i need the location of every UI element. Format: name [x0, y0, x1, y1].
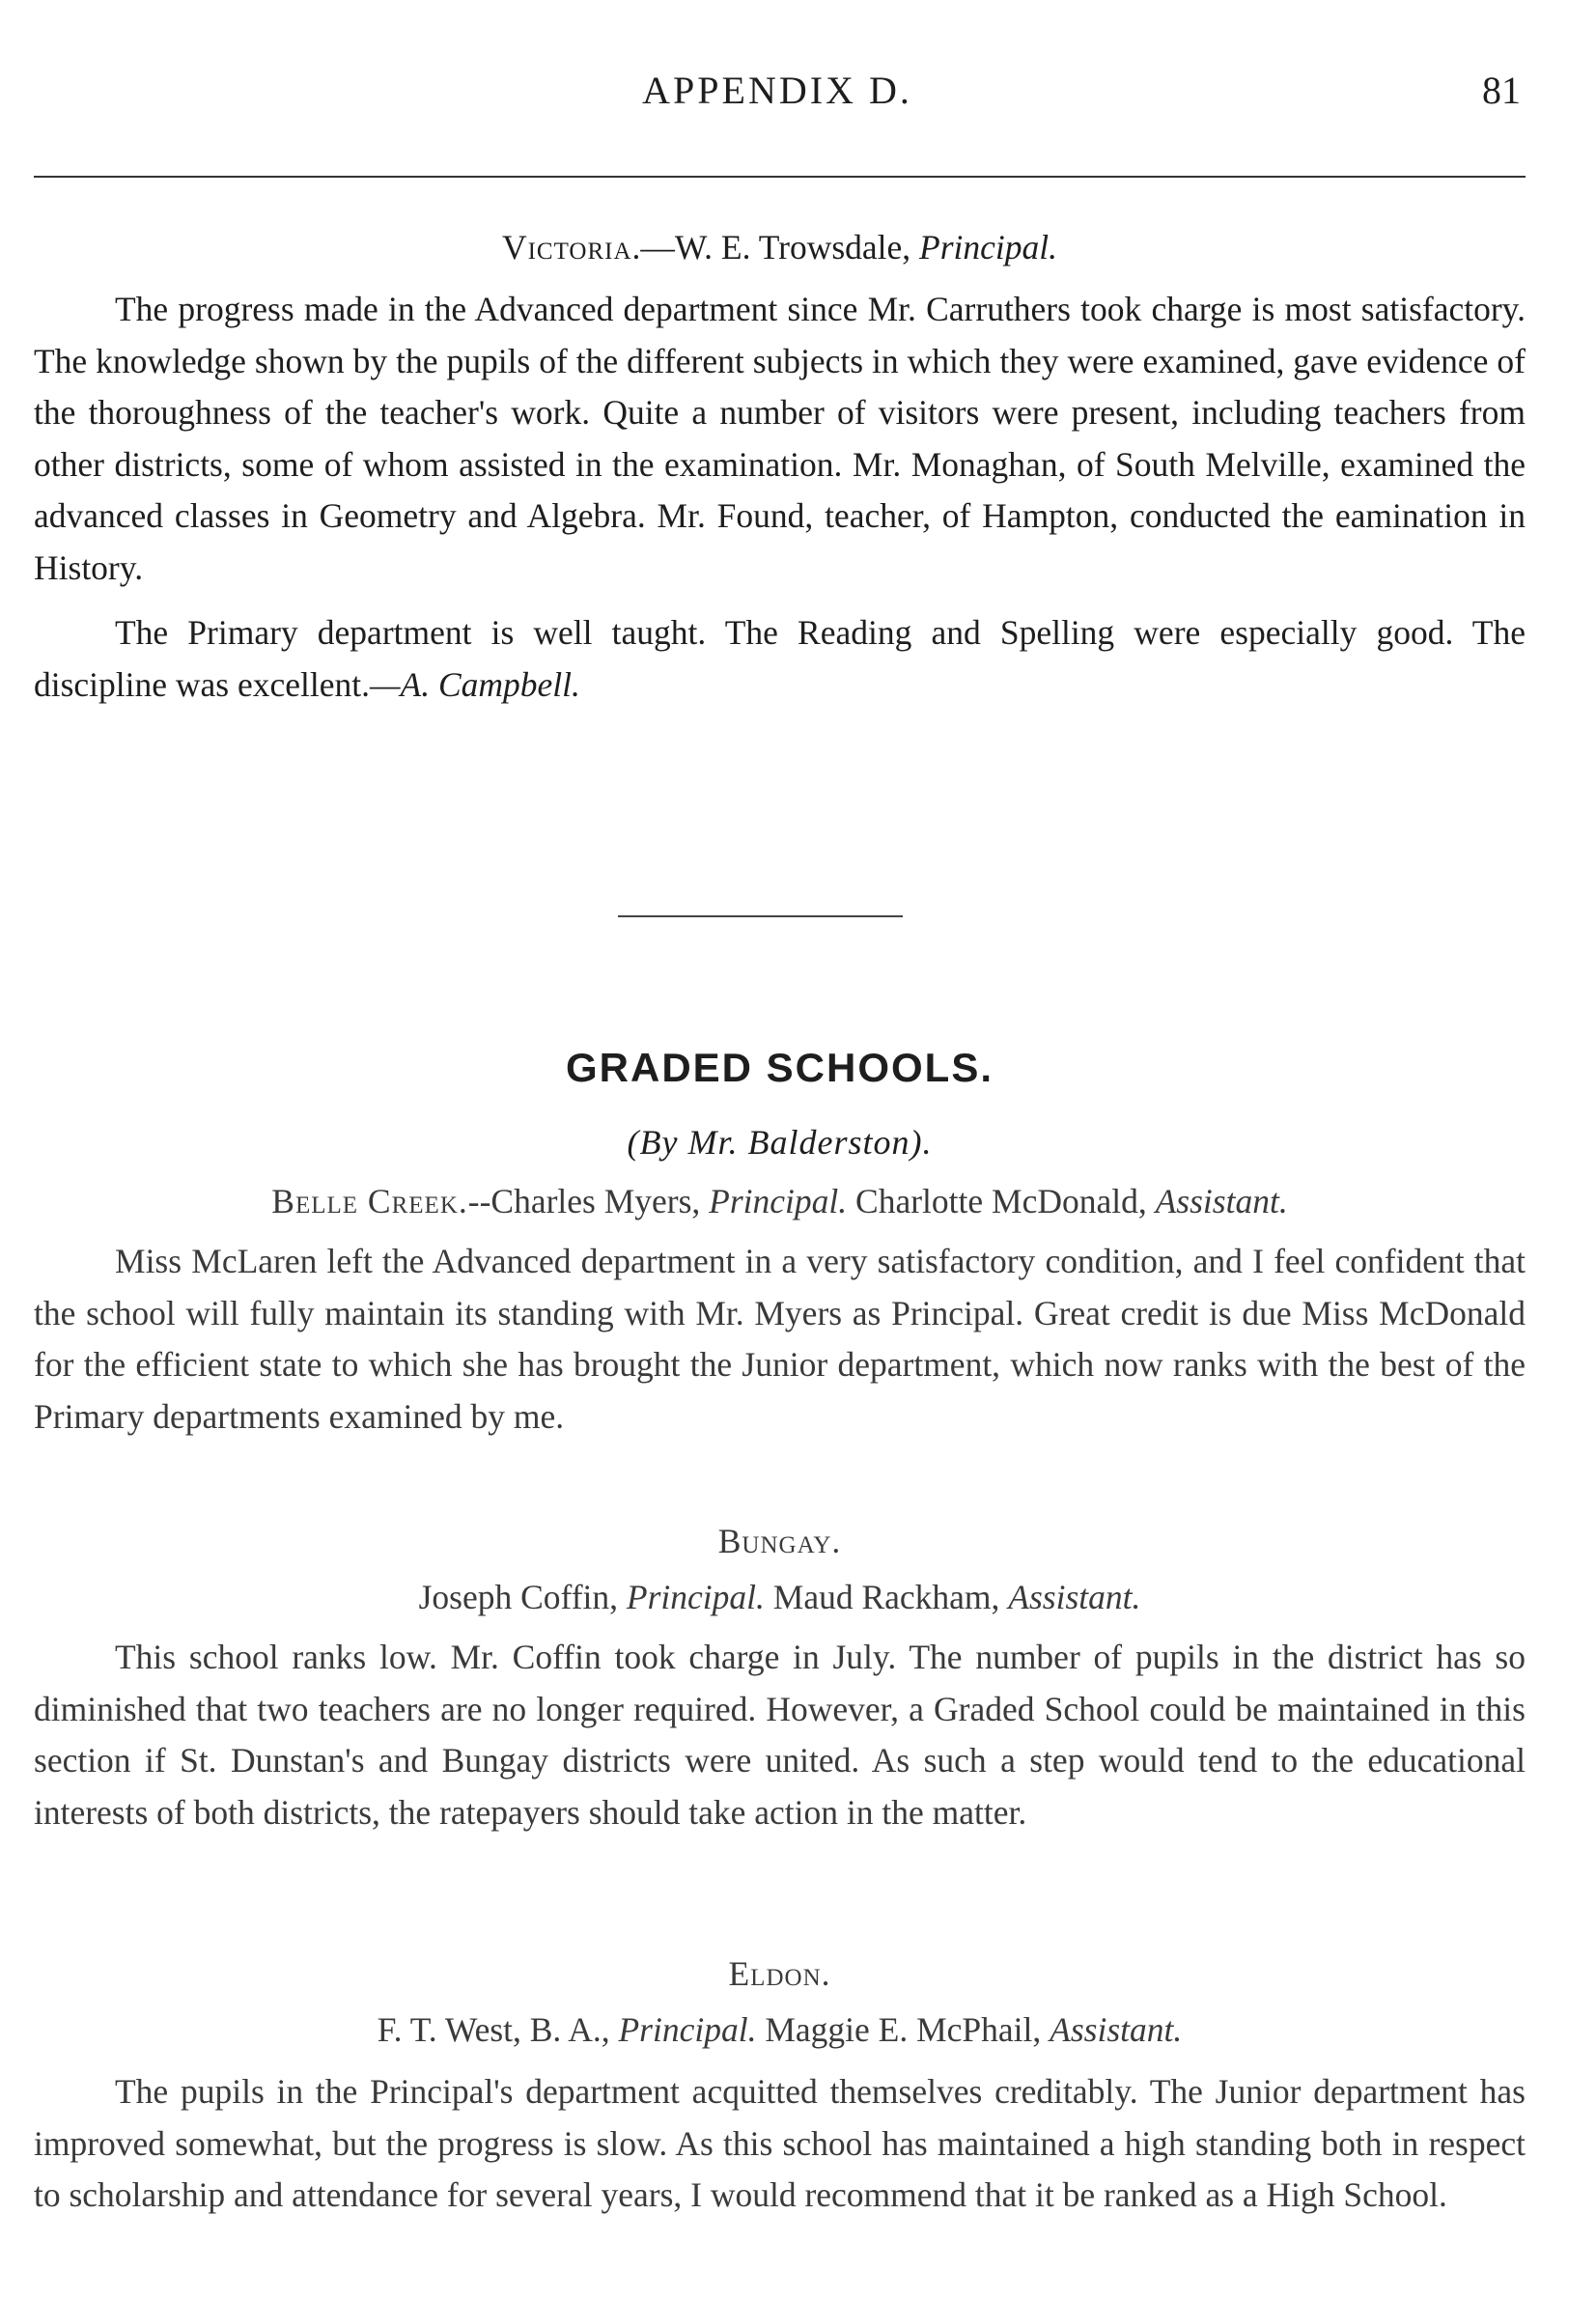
- victoria-signature: —A. Campbell.: [369, 664, 580, 704]
- bungay-principal-name: Joseph Coffin,: [418, 1578, 627, 1616]
- section-byline: (By Mr. Balderston).: [627, 1123, 933, 1162]
- bungay-body: [34, 1632, 1526, 1838]
- bungay-assistant-role: Assistant.: [1008, 1578, 1141, 1616]
- victoria-school-name: Victoria: [501, 228, 632, 266]
- belle-creek-body: [34, 1236, 1526, 1443]
- bungay-paragraph: This school ranks low. Mr. Coffin took charge in July. The number of pupils in the district has so diminished that two teachers are no longer required. However, a Graded School could be maintained in this section if St. Dunstan's and Bungay districts were united. As such a step would tend to the educational interests of both districts, the ratepayers should take action in the matter.: [34, 1638, 1526, 1832]
- bungay-school-name: Bungay.: [717, 1522, 842, 1560]
- victoria-principal-role: Principal.: [919, 228, 1058, 266]
- bungay-staff: [34, 1574, 1526, 1620]
- victoria-body: [34, 284, 1526, 711]
- section-title: GRADED SCHOOLS.: [565, 1045, 994, 1090]
- belle-creek-principal-name: --Charles Myers,: [467, 1182, 710, 1220]
- eldon-principal-role: Principal.: [618, 2010, 757, 2049]
- eldon-heading: [34, 1950, 1526, 1997]
- victoria-heading: [34, 224, 1526, 270]
- belle-creek-assistant-name: Charlotte McDonald,: [847, 1182, 1156, 1220]
- running-title: APPENDIX D.: [642, 69, 912, 112]
- bungay-principal-role: Principal.: [626, 1578, 765, 1616]
- belle-creek-paragraph: Miss McLaren left the Advanced department in a very satisfactory condition, and I feel confident that the school will fully maintain its standing with Mr. Myers as Principal. Great credit is due Miss McDonald for the efficient state to which she has brought the Junior department, which now ranks with the best of the Primary departments examined by me.: [34, 1242, 1526, 1436]
- eldon-principal-name: F. T. West, B. A.,: [377, 2010, 619, 2049]
- eldon-paragraph: The pupils in the Principal's department acquitted themselves creditably. The Junior department has improved somewhat, but the progress is slow. As this school has maintained a high standing both in respect to scholarship and attendance for several years, I would recommend that it be ranked as a High School.: [34, 2072, 1526, 2214]
- bungay-heading: [34, 1518, 1526, 1564]
- section-divider: [618, 915, 903, 917]
- belle-creek-school-name: Belle Creek.: [271, 1182, 468, 1220]
- belle-creek-assistant-role: Assistant.: [1155, 1182, 1288, 1220]
- victoria-paragraph-2: [34, 607, 1526, 711]
- belle-creek-principal-role: Principal.: [709, 1182, 848, 1220]
- page-number: 81: [1482, 69, 1521, 112]
- victoria-paragraph-1: The progress made in the Advanced department since Mr. Carruthers took charge is most satisfactory. The knowledge shown by the pupils of the different subjects in which they were examined, gave evidence of the thoroughness of the teacher's work. Quite a number of visitors were present, including teachers from other districts, some of whom assisted in the examination. Mr. Monaghan, of South Melville, examined the advanced classes in Geometry and Algebra. Mr. Found, teacher, of Hampton, conducted the eamination in History.: [34, 290, 1526, 587]
- eldon-school-name: Eldon.: [728, 1954, 831, 1993]
- eldon-assistant-name: Maggie E. McPhail,: [756, 2010, 1050, 2049]
- bungay-assistant-name: Maud Rackham,: [764, 1578, 1009, 1616]
- header-rule: [34, 176, 1526, 178]
- victoria-principal-name: .—W. E. Trowsdale,: [631, 228, 920, 266]
- victoria-paragraph-2-text: The Primary department is well taught. The Reading and Spelling were especially good. The discipline was excellent.: [34, 613, 1526, 704]
- belle-creek-heading: [34, 1178, 1526, 1224]
- eldon-staff: [34, 2006, 1526, 2053]
- eldon-assistant-role: Assistant.: [1050, 2010, 1183, 2049]
- eldon-body: [34, 2066, 1526, 2222]
- running-head: [34, 68, 1521, 126]
